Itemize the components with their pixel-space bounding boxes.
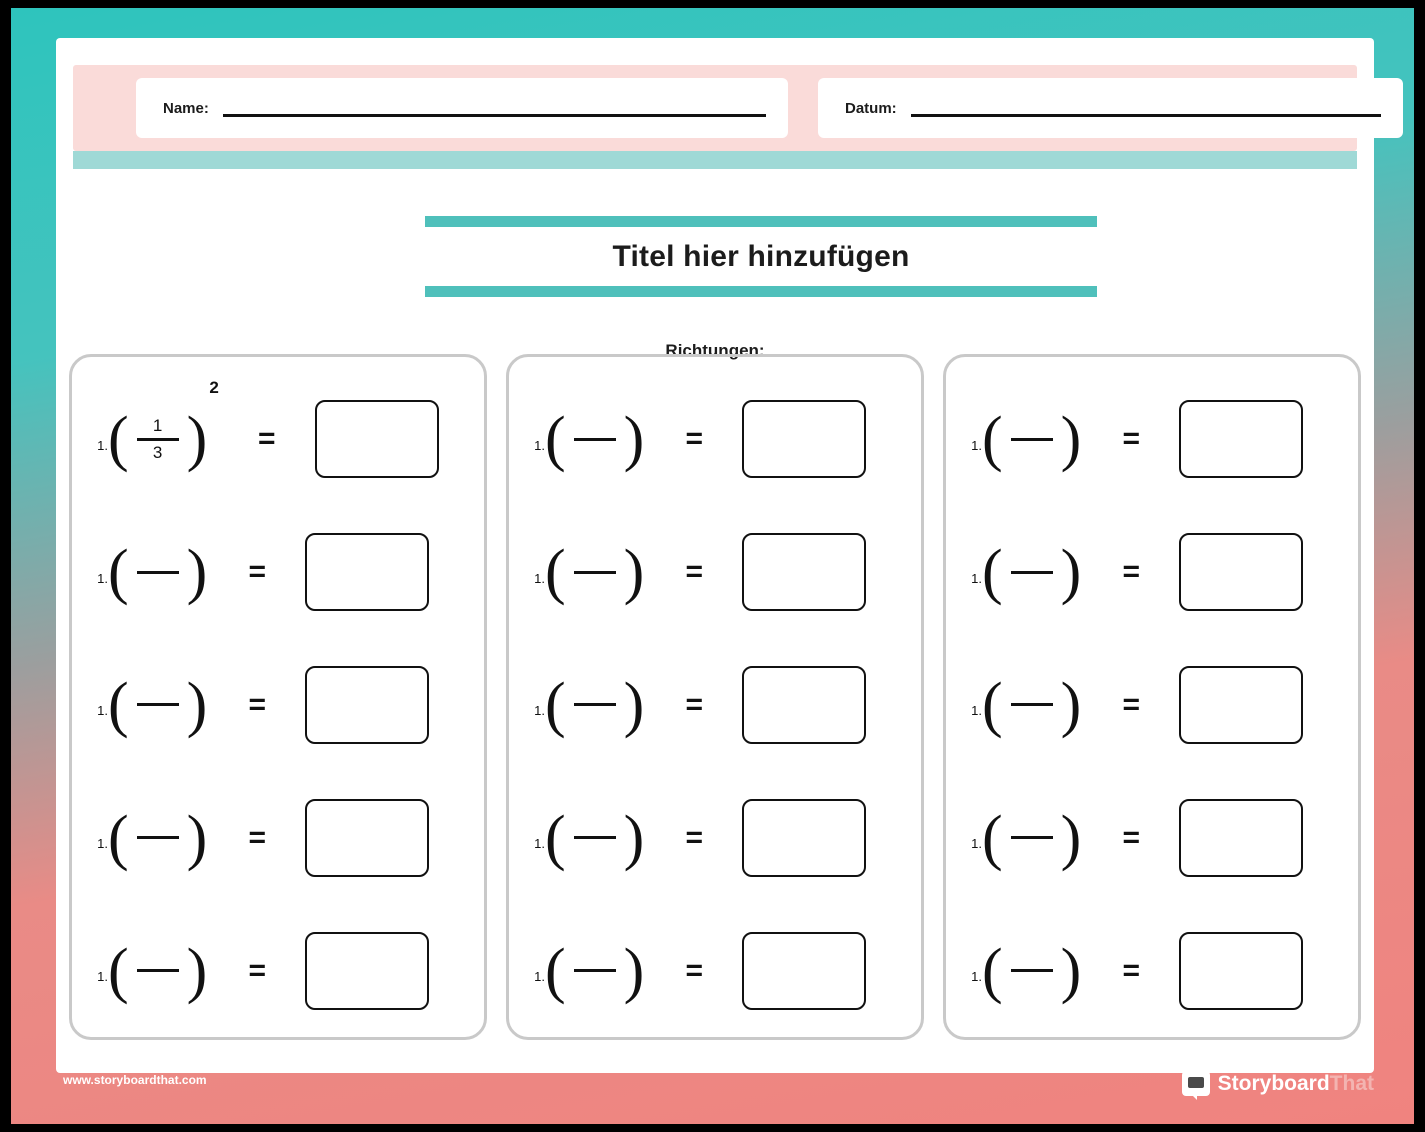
answer-box[interactable] xyxy=(305,533,429,611)
worksheet-sheet xyxy=(56,38,1374,1073)
problem-number: 1. xyxy=(971,437,982,453)
problem-number: 1. xyxy=(97,437,108,453)
footer-url[interactable]: www.storyboardthat.com xyxy=(63,1073,207,1087)
fraction-denominator[interactable]: 3 xyxy=(152,442,163,462)
problem-row xyxy=(509,916,921,1026)
paren-close: ) xyxy=(623,670,645,739)
problem-row xyxy=(509,650,921,760)
equals-sign: = xyxy=(685,820,704,854)
problem-row xyxy=(509,384,921,494)
equals-sign: = xyxy=(1122,820,1141,854)
problem-number: 1. xyxy=(971,969,982,985)
fraction[interactable] xyxy=(566,953,624,988)
problem-row xyxy=(509,517,921,627)
problem-column-1 xyxy=(69,354,487,1040)
problem-number: 1. xyxy=(971,570,982,586)
brand-text xyxy=(1218,1072,1374,1096)
problem-number: 1. xyxy=(534,703,545,719)
paren-close: ) xyxy=(1060,670,1082,739)
paren-close: ) xyxy=(1060,936,1082,1005)
problem-number: 1. xyxy=(97,570,108,586)
equals-sign: = xyxy=(685,555,704,589)
problem-row xyxy=(946,650,1358,760)
date-label: Datum: xyxy=(845,99,897,117)
answer-box[interactable] xyxy=(1179,400,1303,478)
problem-column-2 xyxy=(506,354,924,1040)
problem-row xyxy=(946,783,1358,893)
equals-sign: = xyxy=(1122,953,1141,987)
fraction-bar xyxy=(137,571,179,574)
problem-number: 1. xyxy=(534,969,545,985)
fraction-bar xyxy=(1011,969,1053,972)
fraction-bar xyxy=(137,836,179,839)
equals-sign: = xyxy=(1122,422,1141,456)
fraction[interactable] xyxy=(566,687,624,722)
fraction-bar xyxy=(574,571,616,574)
answer-box[interactable] xyxy=(1179,666,1303,744)
fraction-bar xyxy=(1011,571,1053,574)
problem-row xyxy=(72,517,484,627)
problem-number: 1. xyxy=(534,570,545,586)
paren-open: ( xyxy=(982,670,1003,739)
answer-box[interactable] xyxy=(742,666,866,744)
problem-number: 1. xyxy=(97,836,108,852)
problem-number: 1. xyxy=(534,836,545,852)
fraction-numerator[interactable]: 1 xyxy=(152,415,163,435)
answer-box[interactable] xyxy=(742,400,866,478)
equals-sign: = xyxy=(248,953,267,987)
paren-close: ) xyxy=(186,670,208,739)
answer-box[interactable] xyxy=(742,533,866,611)
fraction[interactable] xyxy=(129,953,187,988)
problem-row xyxy=(72,378,484,494)
fraction[interactable] xyxy=(129,687,187,722)
fraction-bar xyxy=(1011,836,1053,839)
equals-sign: = xyxy=(685,953,704,987)
problem-number: 1. xyxy=(971,836,982,852)
name-write-line[interactable] xyxy=(223,114,766,117)
fraction-bar xyxy=(574,438,616,441)
problem-row xyxy=(946,916,1358,1026)
paren-open: ( xyxy=(545,936,566,1005)
answer-box[interactable] xyxy=(742,932,866,1010)
date-field[interactable] xyxy=(818,78,1403,138)
problem-row xyxy=(509,783,921,893)
paren-open: ( xyxy=(108,936,129,1005)
paren-close: ) xyxy=(186,538,208,607)
problem-row xyxy=(72,783,484,893)
paren-close: ) xyxy=(1060,405,1082,474)
directions-label[interactable]: Richtungen: xyxy=(665,341,765,360)
paren-open: ( xyxy=(545,803,566,872)
fraction-bar xyxy=(1011,438,1053,441)
answer-box[interactable] xyxy=(1179,533,1303,611)
paren-close: ) xyxy=(1060,803,1082,872)
fraction[interactable] xyxy=(1003,687,1061,722)
problem-column-3 xyxy=(943,354,1361,1040)
answer-box[interactable] xyxy=(305,932,429,1010)
paren-open: ( xyxy=(982,538,1003,607)
brand-text-first: Storyboard xyxy=(1217,1071,1330,1095)
paren-close: ) xyxy=(186,405,208,474)
date-write-line[interactable] xyxy=(911,114,1381,117)
fraction-bar xyxy=(137,969,179,972)
equals-sign: = xyxy=(258,422,276,456)
paren-open: ( xyxy=(108,538,129,607)
title-rule-bottom xyxy=(425,286,1097,297)
page-title[interactable]: Titel hier hinzufügen xyxy=(612,240,910,273)
equals-sign: = xyxy=(248,687,267,721)
paren-close: ) xyxy=(186,803,208,872)
title-rule-top xyxy=(425,216,1097,227)
paren-open: ( xyxy=(108,803,129,872)
answer-box[interactable] xyxy=(742,799,866,877)
fraction[interactable] xyxy=(566,820,624,855)
page-border xyxy=(11,8,1414,1124)
problem-number: 1. xyxy=(97,703,108,719)
fraction[interactable] xyxy=(129,555,187,590)
equals-sign: = xyxy=(685,687,704,721)
answer-box[interactable] xyxy=(1179,932,1303,1010)
fraction[interactable] xyxy=(1003,555,1061,590)
equals-sign: = xyxy=(248,555,267,589)
name-label: Name: xyxy=(163,99,209,117)
problem-columns xyxy=(69,354,1361,1040)
fraction-bar xyxy=(574,969,616,972)
exponent[interactable]: 2 xyxy=(209,378,219,398)
paren-close: ) xyxy=(623,405,645,474)
fraction-bar xyxy=(574,703,616,706)
problem-row xyxy=(72,916,484,1026)
paren-close: ) xyxy=(186,936,208,1005)
equals-sign: = xyxy=(1122,555,1141,589)
equals-sign: = xyxy=(1122,687,1141,721)
problem-row xyxy=(72,650,484,760)
paren-open: ( xyxy=(545,670,566,739)
title-block xyxy=(425,216,1097,297)
paren-open: ( xyxy=(545,538,566,607)
header-accent-strip xyxy=(73,151,1357,169)
fraction-bar xyxy=(137,438,179,441)
paren-open: ( xyxy=(108,670,129,739)
paren-close: ) xyxy=(623,936,645,1005)
fraction[interactable] xyxy=(1003,820,1061,855)
name-field[interactable] xyxy=(136,78,788,138)
fraction[interactable] xyxy=(129,416,187,463)
paren-close: ) xyxy=(1060,538,1082,607)
fraction[interactable] xyxy=(129,820,187,855)
brand-text-second: That xyxy=(1329,1071,1374,1095)
fraction[interactable] xyxy=(566,422,624,457)
paren-open: ( xyxy=(982,405,1003,474)
paren-open: ( xyxy=(982,803,1003,872)
paren-close: ) xyxy=(623,538,645,607)
paren-open: ( xyxy=(108,405,129,474)
answer-box[interactable] xyxy=(305,799,429,877)
fraction[interactable] xyxy=(1003,422,1061,457)
fraction-bar xyxy=(574,836,616,839)
speech-bubble-icon xyxy=(1182,1071,1210,1096)
answer-box[interactable] xyxy=(315,400,439,478)
fraction-bar xyxy=(1011,703,1053,706)
storyboardthat-logo[interactable] xyxy=(1182,1071,1374,1096)
fraction-bar xyxy=(137,703,179,706)
equals-sign: = xyxy=(248,820,267,854)
problem-number: 1. xyxy=(971,703,982,719)
fraction[interactable] xyxy=(566,555,624,590)
problem-row xyxy=(946,384,1358,494)
problem-number: 1. xyxy=(97,969,108,985)
equals-sign: = xyxy=(685,422,704,456)
answer-box[interactable] xyxy=(1179,799,1303,877)
paren-close: ) xyxy=(623,803,645,872)
fraction[interactable] xyxy=(1003,953,1061,988)
answer-box[interactable] xyxy=(305,666,429,744)
problem-number: 1. xyxy=(534,437,545,453)
problem-row xyxy=(946,517,1358,627)
paren-open: ( xyxy=(545,405,566,474)
paren-open: ( xyxy=(982,936,1003,1005)
